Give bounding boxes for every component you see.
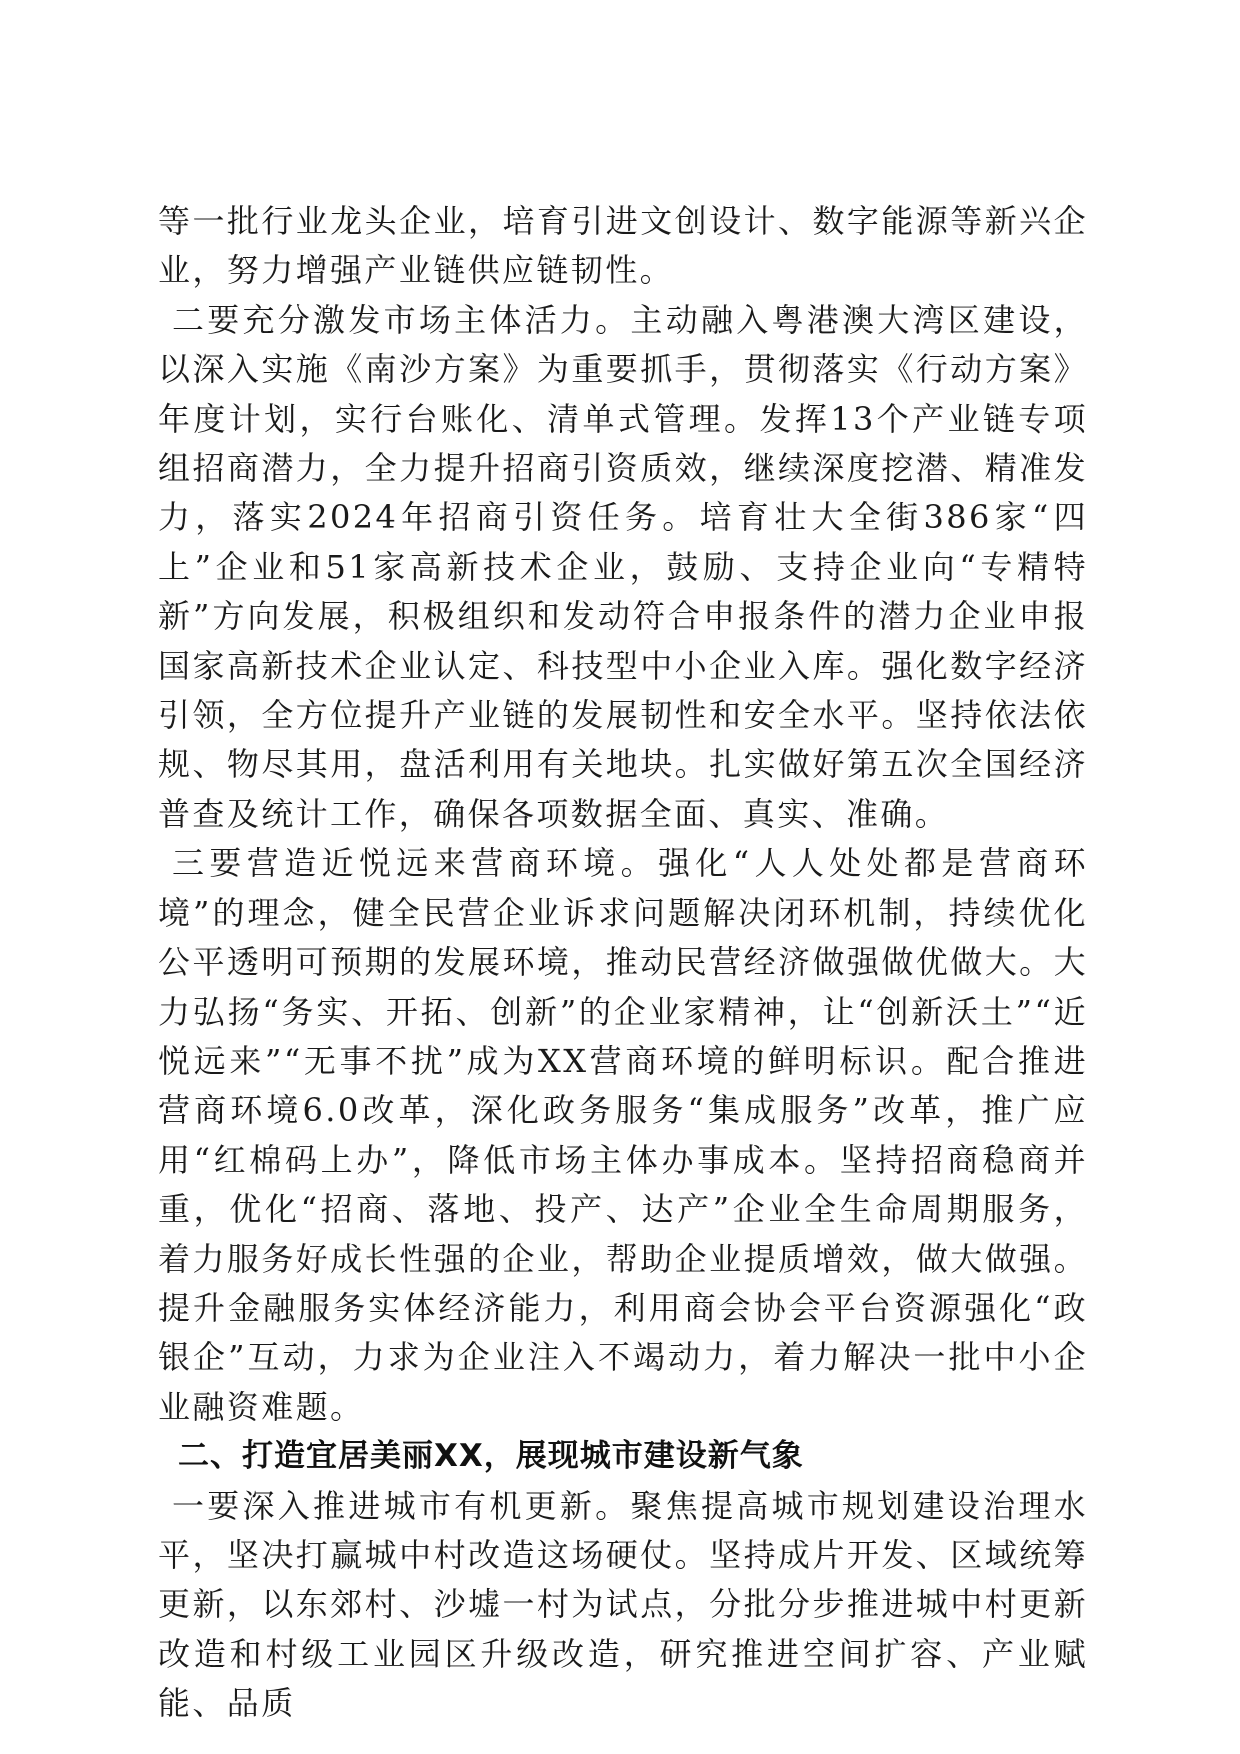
document-body bbox=[158, 197, 1088, 1729]
paragraph-urban-renewal: 一要深入推进城市有机更新。聚焦提高城市规划建设治理水平，坚决打赢城中村改造这场硬仗。坚持成片开发、区域统筹更新，以东郊村、沙墟一村为试点，分批分步推进城中村更新改造和村级工业园区升级改造，研究推进空间扩容、产业赋能、品质 bbox=[158, 1486, 1088, 1723]
paragraph-continuation: 等一批行业龙头企业，培育引进文创设计、数字能源等新兴企业，努力增强产业链供应链韧性。 bbox=[158, 202, 1088, 290]
paragraph-market-vitality: 二要充分激发市场主体活力。主动融入粤港澳大湾区建设，以深入实施《南沙方案》为重要抓手，贯彻落实《行动方案》年度计划，实行台账化、清单式管理。发挥13个产业链专项组招商潜力，全力提升招商引资质效，继续深度挖潜、精准发力，落实2024年招商引资任务。培育壮大全街386家“四上”企业和51家高新技术企业，鼓励、支持企业向“专精特新”方向发展，积极组织和发动符合申报条件的潜力企业申报国家高新技术企业认定、科技型中小企业入库。强化数字经济引领，全方位提升产业链的发展韧性和安全水平。坚持依法依规、物尽其用，盘活利用有关地块。扎实做好第五次全国经济普查及统计工作，确保各项数据全面、真实、准确。 bbox=[158, 300, 1088, 833]
paragraph-business-environment: 三要营造近悦远来营商环境。强化“人人处处都是营商环境”的理念，健全民营企业诉求问题解决闭环机制，持续优化公平透明可预期的发展环境，推动民营经济做强做优做大。大力弘扬“务实、开拓、创新”的企业家精神，让“创新沃土”“近悦远来”“无事不扰”成为XX营商环境的鲜明标识。配合推进营商环境6.0改革，深化政务服务“集成服务”改革，推广应用“红棉码上办”，降低市场主体办事成本。坚持招商稳商并重，优化“招商、落地、投产、达产”企业全生命周期服务，着力服务好成长性强的企业，帮助企业提质增效，做大做强。提升金融服务实体经济能力，利用商会协会平台资源强化“政银企”互动，力求为企业注入不竭动力，着力解决一批中小企业融资难题。 bbox=[158, 844, 1088, 1426]
section-heading-urban-construction: 二、打造宜居美丽XX，展现城市建设新气象 bbox=[178, 1438, 804, 1475]
